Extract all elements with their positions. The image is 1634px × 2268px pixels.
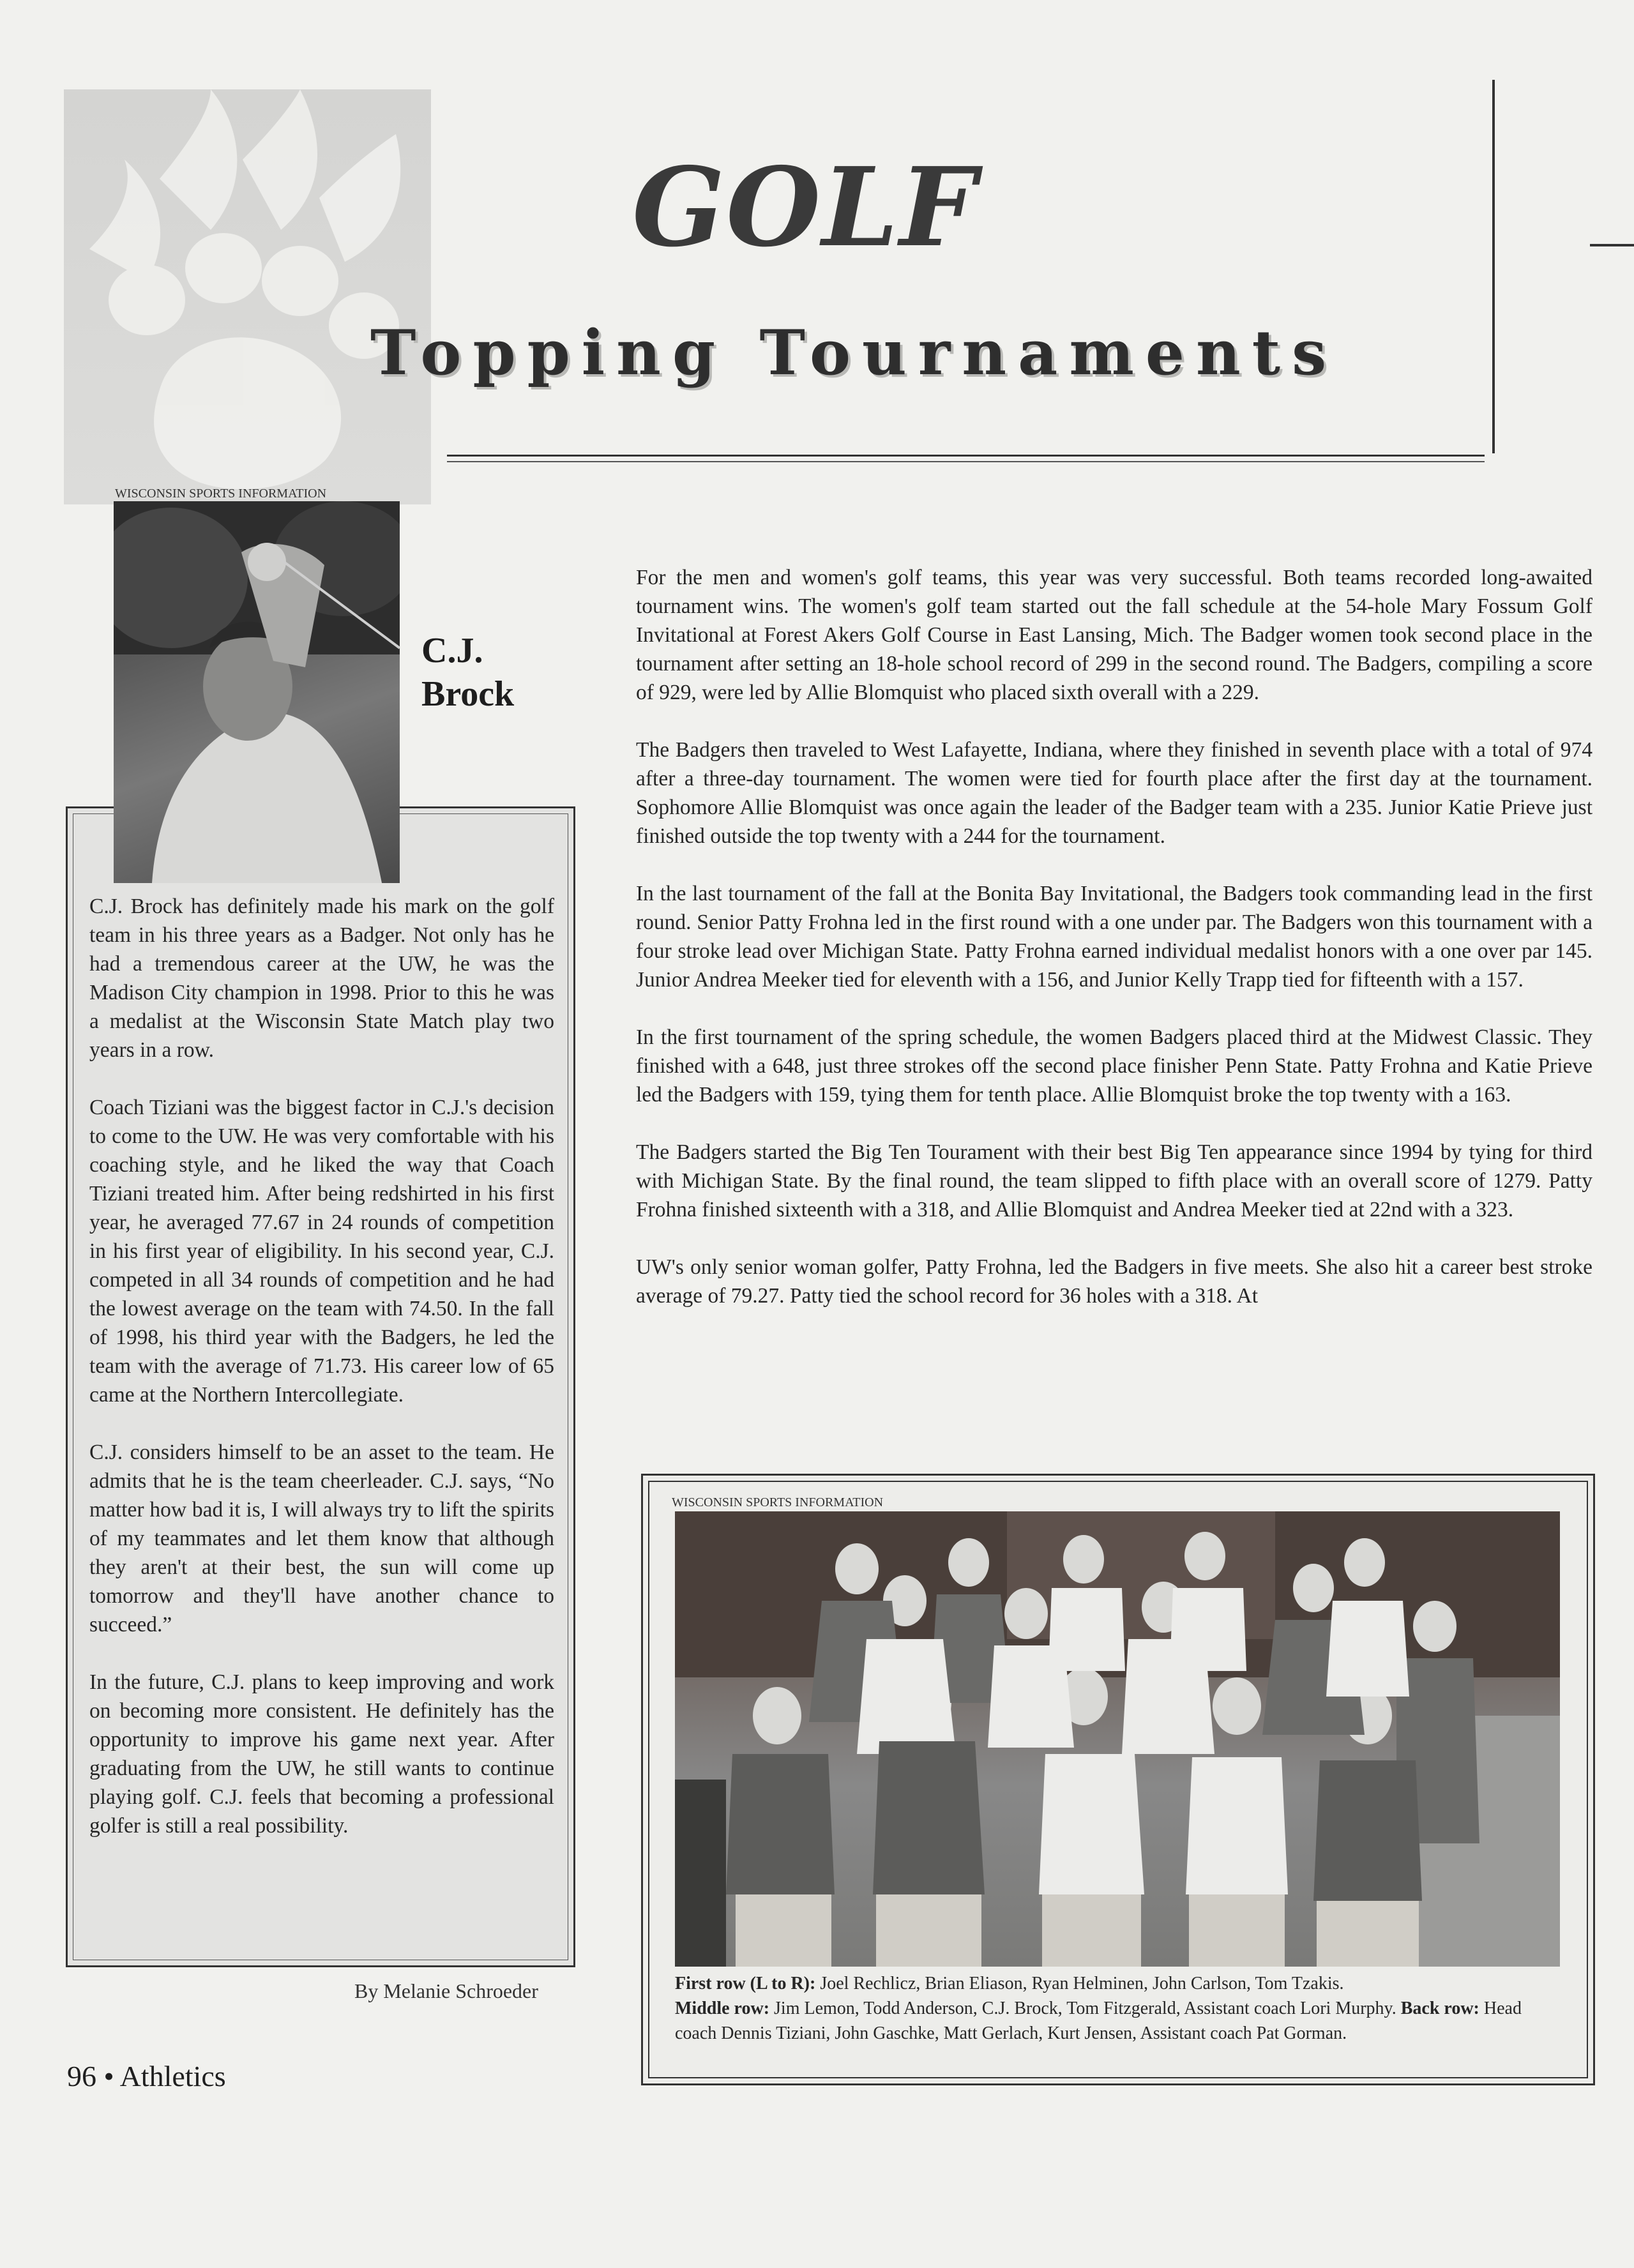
golfer-silhouette-icon [114, 501, 400, 883]
article-body [636, 563, 1592, 1339]
profile-name [421, 629, 514, 716]
folio-bullet: • [103, 2060, 114, 2092]
caption-first-row-label: First row (L to R): [675, 1974, 816, 1993]
article-paragraph: The Badgers started the Big Ten Tourament with their best Big Ten appearance since 1994 by tying for third with Michigan State. By the final round, the team slipped to fifth place with an overall score of 1279. Patty Frohna finished sixteenth with a 318, and Allie Blomquist and Andrea Meeker tied at 22nd with a 323. [636, 1140, 1592, 1221]
profile-paragraph: In the future, C.J. plans to keep improving and work on becoming more consistent. He definitely has the opportunity to improve his game next year. After graduating from the UW, he still wants to continue playing golf. C.J. feels that becoming a professional golfer is still a real possibility. [89, 1670, 554, 1838]
article-paragraph: In the first tournament of the spring schedule, the women Badgers placed third at the Midwest Classic. They finished with a 648, just three strokes off the second place finisher Penn State. Patty Frohna and Katie Prieve led the Badgers with 159, tying them for tenth place. Allie Blomquist broke the top twenty with a 163. [636, 1025, 1592, 1107]
caption-middle-row-label: Middle row: [675, 1999, 770, 2018]
byline: By Melanie Schroeder [354, 1979, 538, 2002]
side-tick-rule [1590, 244, 1634, 246]
page-subtitle: Topping Tournaments [370, 317, 1338, 389]
caption-first-row-names: Joel Rechlicz, Brian Eliason, Ryan Helminen, John Carlson, Tom Tzakis. [820, 1974, 1344, 1993]
team-group-icon [675, 1511, 1560, 1967]
page-folio [67, 2059, 226, 2093]
profile-paragraph: C.J. Brock has definitely made his mark on the golf team in his three years as a Badger. Not only has he had a tremendous career at the UW, he was the Madison City champion in 1998. Prior to this he was a medalist at the Wisconsin State Match play two years in a row. [89, 895, 554, 1062]
vertical-rule [1492, 80, 1495, 453]
team-photo-credit: WISCONSIN SPORTS INFORMATION [672, 1495, 884, 1509]
caption-back-row-label: Back row: [1400, 1999, 1479, 2018]
profile-photo [114, 501, 400, 883]
article-paragraph: UW's only senior woman golfer, Patty Frohna, led the Badgers in five meets. She also hit a career best stroke average of 79.27. Patty tied the school record for 36 holes with a 318. At [636, 1255, 1592, 1308]
team-photo-caption [675, 1971, 1562, 2046]
caption-middle-row-names: Jim Lemon, Todd Anderson, C.J. Brock, Tom Fitzgerald, Assistant coach Lori Murphy. [774, 1999, 1396, 2018]
profile-paragraph: C.J. considers himself to be an asset to the team. He admits that he is the team cheerleader. C.J. says, “No matter how bad it is, I will always try to lift the spirits of my teammates and let them know that although they aren't at their best, the sun will come up tomorrow and they'll have another chance to succeed.” [89, 1440, 554, 1637]
team-photo [675, 1511, 1560, 1967]
article-paragraph: The Badgers then traveled to West Lafayette, Indiana, where they finished in seventh place with a total of 974 after a three-day tournament. The women were tied for fourth place after the first day at the tournament. Sophomore Allie Blomquist was once again the leader of the Badger team with a 235. Junior Katie Prieve just finished outside the top twenty with a 244 for the tournament. [636, 738, 1592, 848]
page-title: GOLF [632, 144, 978, 271]
page-number: 96 [67, 2060, 96, 2092]
article-paragraph: For the men and women's golf teams, this year was very successful. Both teams recorded long-awaited tournament wins. The women's golf team started out the fall schedule at the 54-hole Mary Fossum Golf Invitational at Forest Akers Golf Course in East Lansing, Mich. The Badger women took second place in the tournament after setting an 18-hole school record of 299 in the second round. The Badgers, compiling a score of 929, were led by Allie Blomquist who placed sixth overall with a 229. [636, 566, 1592, 704]
paw-print-icon [64, 89, 431, 504]
profile-text [89, 892, 554, 1869]
profile-photo-credit: WISCONSIN SPORTS INFORMATION [115, 487, 327, 501]
profile-paragraph: Coach Tiziani was the biggest factor in C.J.'s decision to come to the UW. He was very comfortable with his coaching style, and he liked the way that Coach Tiziani treated him. After being redshirted in his first year, he averaged 77.67 in 24 rounds of competition in his first year of eligibility. In his second year, C.J. competed in all 34 rounds of competition and he had the lowest average on the team with 74.50. In the fall of 1998, his third year with the Badgers, he led the team with the average of 71.73. His career low of 65 came at the Northern Intercollegiate. [89, 1096, 554, 1407]
caption-back-row-names: Head coach Dennis Tiziani, John Gaschke, Matt Gerlach, Kurt Jensen, Assistant coach Pat Gorman. [675, 1999, 1522, 2043]
section-name: Athletics [119, 2060, 226, 2092]
badger-paw-logo [64, 89, 431, 504]
article-paragraph: In the last tournament of the fall at the Bonita Bay Invitational, the Badgers took commanding lead in the first round. Senior Patty Frohna led in the first round with a one under par. The Badgers won this tournament with a four stroke lead over Michigan State. Patty Frohna earned individual medalist honors with a one over par 145. Junior Andrea Meeker tied for eleventh with a 156, and Junior Kelly Trapp tied for fifteenth with a 157. [636, 882, 1592, 992]
title-rule-top [447, 455, 1485, 457]
title-rule-bottom [447, 461, 1485, 462]
profile-name-line2: Brock [421, 674, 515, 714]
profile-name-line1: C.J. [421, 631, 483, 670]
